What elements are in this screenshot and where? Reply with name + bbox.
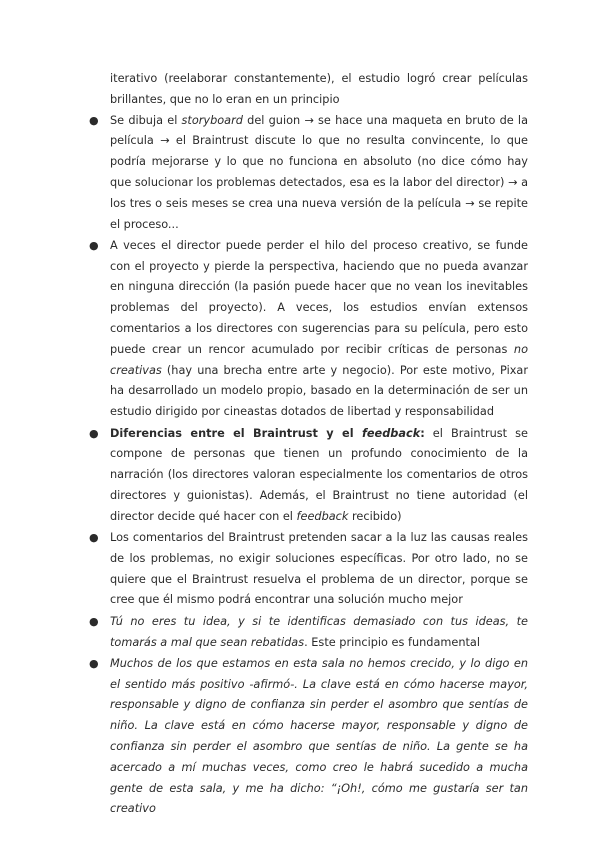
text-segment: Los comentarios del Braintrust pretenden sacar a la luz las causas reales de los problemas, no exigir soluciones específicas. Por otro lado, no se quiere que el Braintrust resuelva el problema de un director, porque se cree que él mismo podrá encontrar una solución mucho mejor — [110, 531, 528, 607]
bullet-icon: ● — [89, 614, 99, 628]
text-segment: Muchos de los que estamos en esta sala no hemos crecido, y lo digo en el sentido más positivo -afirmó-. La clave está en cómo hacerse mayor, responsable y digno de confianza sin perder el asombro que sentías de niño. La clave está en cómo hacerse mayor, responsable y digno de confianza sin perder el asombro que sentías de niño. La gente se ha acercado a mí muchas veces, como creo le habrá sucedido a mucha gente de esta sala, y me ha dicho: “¡Oh!, cómo me gustaría ser tan creativo — [110, 656, 528, 816]
text-segment: no creativas — [110, 342, 528, 377]
text-segment: Diferencias entre el Braintrust y el — [110, 426, 362, 440]
bullet-icon: ● — [89, 656, 99, 670]
text-segment: A veces el director puede perder el hilo del proceso creativo, se funde con el proyecto y pierde la perspectiva, haciendo que no pueda avanzar en ninguna dirección (la pasión puede hacer que no vean los inevitables problemas del proyecto). A veces, los estudios envían extensos comentarios a los directores con sugerencias para su película, pero esto puede crear un rencor acumulado por recibir críticas de personas — [110, 238, 528, 356]
list-item — [90, 528, 528, 611]
bullet-icon: ● — [89, 113, 99, 127]
list-item-text — [110, 528, 528, 611]
text-segment: storyboard — [181, 113, 243, 127]
text-segment: recibido) — [348, 509, 402, 523]
text-segment: Se dibuja el — [110, 113, 182, 127]
list-item — [90, 654, 528, 820]
list-item-text — [110, 612, 528, 654]
bullet-icon: ● — [89, 531, 99, 545]
list-item — [90, 111, 528, 236]
bullet-icon: ● — [89, 426, 99, 440]
lead-in-paragraph: iterativo (reelaborar constantemente), el estudio logró crear películas brillantes, que no lo eran en un principio — [110, 72, 528, 106]
text-segment: feedback — [296, 509, 349, 523]
list-item — [90, 424, 528, 528]
list-item-text — [110, 236, 528, 423]
list-item-text — [110, 654, 528, 820]
list-item-text — [110, 424, 528, 528]
text-segment: feedback — [361, 426, 421, 440]
list-item — [90, 236, 528, 423]
text-segment: : — [420, 426, 425, 440]
text-segment: el Braintrust se compone de personas que tienen un profundo conocimiento de la narración (los directores valoran especialmente los comentarios de otros directores y guionistas). Además, el Braintrust no tiene autoridad (el director decide qué hacer con el — [110, 426, 528, 523]
bullet-icon: ● — [89, 238, 99, 252]
text-segment: del guion → se hace una maqueta en bruto de la película → el Braintrust discute lo que no resulta convincente, lo que podría mejorarse y lo que no funciona en absoluto (no dice cómo hay que solucionar los problemas detectados, esa es la labor del director) → a los tres o seis meses se crea una nueva versión de la película → se repite el proceso... — [110, 113, 528, 231]
text-segment: (hay una brecha entre arte y negocio). Por este motivo, Pixar ha desarrollado un modelo propio, basado en la determinación de ser un estudio dirigido por cineastas dotados de libertad y responsabilidad — [110, 363, 528, 419]
text-segment: . Este principio es fundamental — [304, 635, 480, 649]
list-item — [90, 612, 528, 654]
text-segment: Tú no eres tu idea, y si te identificas demasiado con tus ideas, te tomarás a mal que sean rebatidas — [110, 614, 528, 649]
page-content — [90, 69, 528, 821]
bullet-list — [90, 111, 528, 821]
list-item-text — [110, 111, 528, 236]
